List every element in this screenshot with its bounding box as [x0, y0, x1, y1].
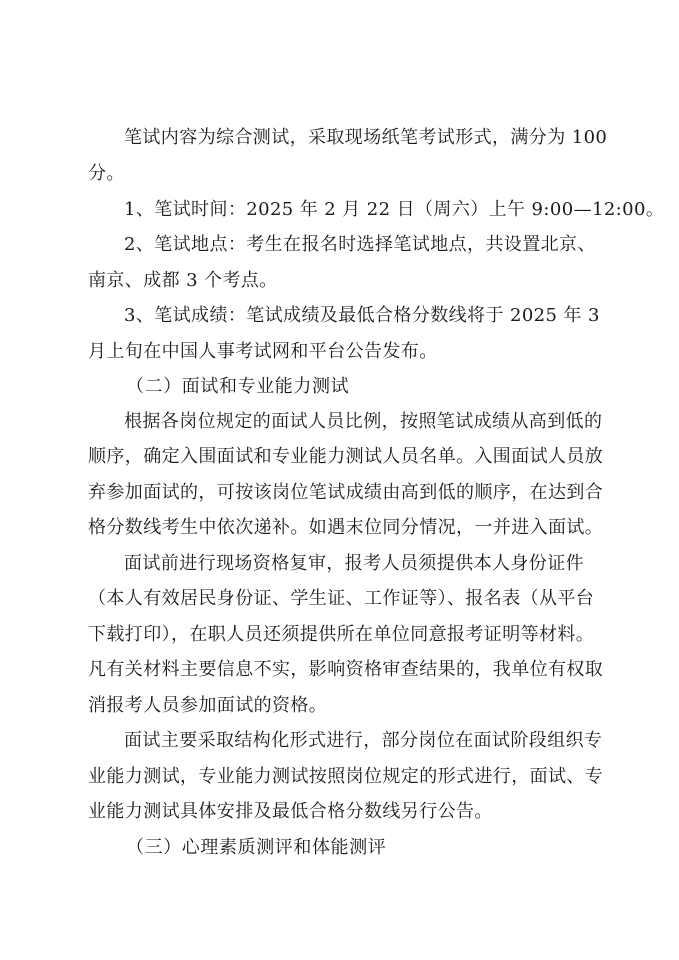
- paragraph-qualification-line-2: （本人有效居民身份证、学生证、工作证等）、报名表（从平台: [88, 588, 595, 609]
- paragraph-interview-line-2: 顺序，确定入围面试和专业能力测试人员名单。入围面试人员放: [88, 446, 604, 467]
- item-exam-score-line-1: 3、笔试成绩：笔试成绩及最低合格分数线将于 2025 年 3: [124, 305, 600, 326]
- item-exam-location-line-2: 南京、成都 3 个考点。: [88, 270, 278, 291]
- item-exam-time: 1、笔试时间：2025 年 2 月 22 日（周六）上午 9:00—12:00。: [124, 199, 665, 220]
- paragraph-qualification-line-5: 消报考人员参加面试的资格。: [88, 695, 328, 716]
- section-heading-psychological-physical: （三）心理素质测评和体能测评: [126, 837, 387, 858]
- paragraph-interview-format-line-3: 业能力测试具体安排及最低合格分数线另行公告。: [88, 801, 493, 822]
- item-exam-score-line-2: 月上旬在中国人事考试网和平台公告发布。: [88, 341, 438, 362]
- paragraph-interview-line-4: 格分数线考生中依次递补。如遇末位同分情况，一并进入面试。: [88, 517, 604, 538]
- paragraph-interview-line-3: 弃参加面试的，可按该岗位笔试成绩由高到低的顺序，在达到合: [88, 482, 604, 503]
- paragraph-qualification-line-1: 面试前进行现场资格复审，报考人员须提供本人身份证件: [124, 553, 584, 574]
- paragraph-written-exam-line-2: 分。: [88, 163, 125, 184]
- paragraph-qualification-line-4: 凡有关材料主要信息不实，影响资格审查结果的，我单位有权取: [88, 659, 604, 680]
- paragraph-interview-format-line-2: 业能力测试，专业能力测试按照岗位规定的形式进行，面试、专: [88, 766, 604, 787]
- paragraph-interview-line-1: 根据各岗位规定的面试人员比例，按照笔试成绩从高到低的: [124, 411, 603, 432]
- paragraph-qualification-line-3: 下载打印），在职人员还须提供所在单位同意报考证明等材料。: [88, 624, 595, 645]
- item-exam-location-line-1: 2、笔试地点：考生在报名时选择笔试地点，共设置北京、: [124, 234, 596, 255]
- paragraph-interview-format-line-1: 面试主要采取结构化形式进行，部分岗位在面试阶段组织专: [124, 730, 603, 751]
- paragraph-written-exam-line-1: 笔试内容为综合测试，采取现场纸笔考试形式，满分为 100: [124, 127, 608, 148]
- section-heading-interview: （二）面试和专业能力测试: [126, 376, 350, 397]
